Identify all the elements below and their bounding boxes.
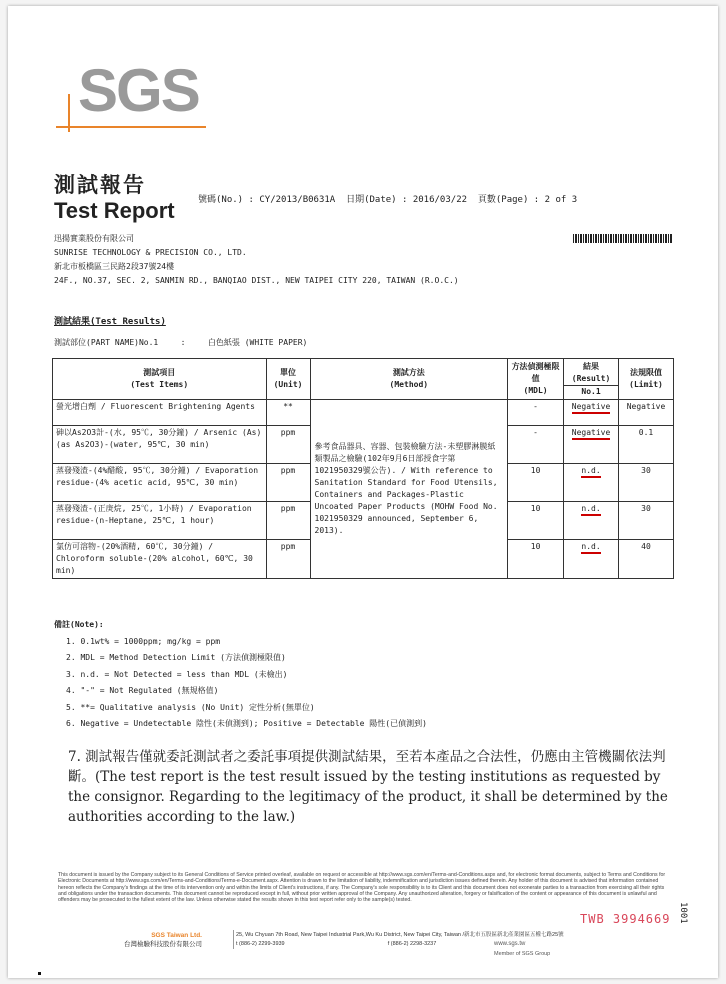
- header-mdl: 方法偵測極限值 (MDL): [508, 359, 564, 400]
- row-mdl: -: [508, 400, 564, 426]
- report-no-label: 號碼(No.) :: [198, 195, 254, 205]
- row-unit: ppm: [266, 540, 310, 579]
- footer-tel: t (886-2) 2299-3939: [236, 941, 285, 947]
- note-legal-statement: 7. 測試報告僅就委託測試者之委託事項提供測試結果，至若本產品之合法性，仍應由主管機關依法判斷。(The test report is the test result issued by the testing institutions as requested by the consignor. Regarding to the legitimacy of the product, it shall be determined by the authorities according to the law.): [68, 749, 668, 825]
- side-number: 1001: [678, 902, 688, 924]
- note-item: 2. MDL = Method Detection Limit (方法偵測極限值): [66, 653, 286, 662]
- report-date-label: 日期(Date) :: [346, 195, 408, 205]
- client-block: [54, 232, 459, 288]
- row-mdl: -: [508, 426, 564, 464]
- note-item: 5. **= Qualitative analysis (No Unit) 定性分析(無單位): [66, 702, 315, 712]
- row-mdl: 10: [508, 502, 564, 540]
- row-item: 蒸發殘渣-(正庚烷, 25℃, 1小時) / Evaporation residue-(n-Heptane, 25℃, 1 hour): [53, 502, 267, 540]
- footer-fax: f (886-2) 2298-3237: [387, 941, 437, 947]
- part-value: 白色紙張 (WHITE PAPER): [207, 338, 308, 347]
- report-date: 2016/03/22: [412, 195, 468, 205]
- note-item: 4. "-" = Not Regulated (無規格值): [66, 686, 219, 695]
- row-result: Negative: [564, 400, 619, 426]
- table-header-row: [53, 359, 674, 400]
- client-address-en: 24F., NO.37, SEC. 2, SANMIN RD., BANQIAO DIST., NEW TAIPEI CITY 220, TAIWAN (R.O.C.): [54, 276, 459, 285]
- terms-fine-print: This document is issued by the Company subject to its General Conditions of Service printed overleaf, available on request or accessible at http://www.sgs.com/en/Terms-and-Conditions.aspx and, for electronic format documents, subject to Terms and Conditions for Electronic Documents at http://www.sgs.com/en/Terms-and-Conditions/Terms-e-Document.aspx. Attention is drawn to the limitation of liability, indemnification and jurisdiction issues defined therein. Any holder of this document is advised that information contained hereon reflects the Company's findings at the time of its intervention only and within the limits of Client's instructions, if any. The Company's sole responsibility is to its Client and this document does not exonerate parties to a transaction from exercising all their rights and obligations under the transaction documents. This document cannot be reproduced except in full, without prior written approval of the Company. Any unauthorized alteration, forgery or falsification of the content or appearance of this document is unlawful and offenders may be prosecuted to the fullest extent of the law. Unless otherwise stated the results shown in this test report refer only to the sample(s) tested.: [58, 872, 666, 904]
- report-title-en: Test Report: [54, 198, 175, 223]
- part-name-line: [54, 337, 307, 348]
- method-cell: 參考食品器具、容器、包裝檢驗方法-未塑膠淋膜紙類製品之檢驗(102年9月6日部授食字第1021950329號公告). / With reference to Sanitation Standard for Food Utensils, Containers and Packages-Plastic Uncoated Paper Products (MOHW Food No. 1021950329 announced, September 6, 2013).: [310, 400, 508, 579]
- row-item: 蒸發殘渣-(4%醋酸, 95℃, 30分鐘) / Evaporation residue-(4% acetic acid, 95℃, 30 min): [53, 464, 267, 502]
- row-mdl: 10: [508, 540, 564, 579]
- report-page-label: 頁數(Page) :: [477, 195, 540, 205]
- row-item: 氯仿可溶物-(20%酒精, 60℃, 30分鐘) / Chloroform soluble-(20% alcohol, 60℃, 30 min): [53, 540, 267, 579]
- row-limit: 0.1: [619, 426, 674, 464]
- footer-website[interactable]: www.sgs.tw: [494, 941, 526, 947]
- report-no: CY/2013/B0631A: [259, 195, 336, 205]
- header-unit: 單位 (Unit): [266, 359, 310, 400]
- header-method: 測試方法 (Method): [310, 359, 508, 400]
- footer-divider: [233, 930, 234, 949]
- row-item: 砷以As2O3計-(水, 95℃, 30分鐘) / Arsenic (As) (as As2O3)-(water, 95℃, 30 min): [53, 426, 267, 464]
- barcode: [573, 234, 673, 243]
- notes-title: 備註(Note):: [54, 620, 104, 629]
- row-unit: ppm: [266, 426, 310, 464]
- section-title: 測試結果(Test Results): [54, 317, 166, 327]
- footer-company-zh: 台灣檢驗科技股份有限公司: [124, 941, 202, 948]
- serial-number: TWB 3994669: [580, 912, 671, 926]
- footer-member: Member of SGS Group: [494, 951, 551, 957]
- note-item: 3. n.d. = Not Detected = less than MDL (未檢出): [66, 669, 288, 679]
- row-result: n.d.: [564, 464, 619, 502]
- header-result: 結果 (Result) No.1: [564, 359, 619, 400]
- footer-company: [124, 931, 202, 949]
- row-mdl: 10: [508, 464, 564, 502]
- row-result: Negative: [564, 426, 619, 464]
- report-page: [8, 6, 718, 978]
- footer-company-en: SGS Taiwan Ltd.: [151, 932, 202, 939]
- table-row: [53, 400, 674, 426]
- header-test-items: 測試項目 (Test Items): [53, 359, 267, 400]
- row-limit: 30: [619, 502, 674, 540]
- note-item: 1. 0.1wt% = 1000ppm; mg/kg = ppm: [66, 636, 221, 646]
- page-dot: [38, 972, 41, 975]
- client-name-zh: 迅揚實業股份有限公司: [54, 234, 134, 243]
- row-unit: **: [266, 400, 310, 426]
- part-label: 測試部位(PART NAME)No.1: [54, 338, 159, 347]
- notes-block: [54, 617, 427, 733]
- row-limit: 40: [619, 540, 674, 579]
- report-title-zh: 測試報告: [54, 173, 146, 197]
- row-item: 螢光增白劑 / Fluorescent Brightening Agents: [53, 400, 267, 426]
- header-limit: 法規限值 (Limit): [619, 359, 674, 400]
- results-table: [52, 358, 674, 579]
- footer-address: 25, Wu Chyuan 7th Road, New Taipei Industrial Park,Wu Ku District, New Taipei City, Taiwan /新北市五股區新北產業園區五權七路25號: [236, 932, 564, 938]
- row-limit: 30: [619, 464, 674, 502]
- sgs-logo: SGS: [78, 57, 199, 124]
- client-address-zh: 新北市板橋區三民路2段37號24樓: [54, 262, 175, 271]
- row-result: n.d.: [564, 502, 619, 540]
- row-limit: Negative: [619, 400, 674, 426]
- row-result: n.d.: [564, 540, 619, 579]
- logo-accent-line: [56, 126, 206, 128]
- row-unit: ppm: [266, 502, 310, 540]
- report-page-number: 2 of 3: [544, 195, 578, 205]
- report-meta: [198, 192, 577, 205]
- part-sep: :: [180, 338, 186, 347]
- client-name-en: SUNRISE TECHNOLOGY & PRECISION CO., LTD.: [54, 248, 247, 257]
- note-item: 6. Negative = Undetectable 陰性(未偵測到); Positive = Detectable 陽性(已偵測到): [66, 719, 427, 728]
- row-unit: ppm: [266, 464, 310, 502]
